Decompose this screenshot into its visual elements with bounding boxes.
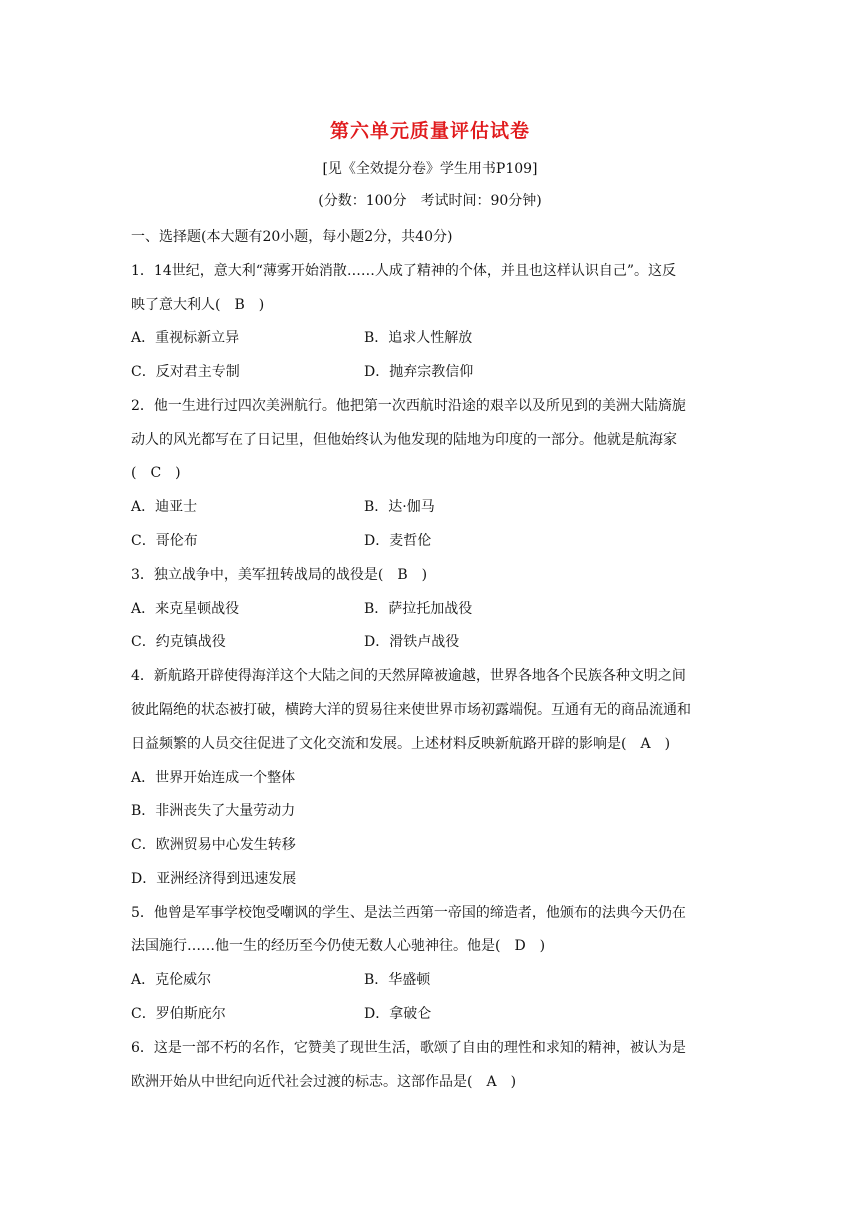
question-stem-line: 动人的风光都写在了日记里，但他始终认为他发现的陆地为印度的一部分。他就是航海家 (131, 432, 677, 448)
question-stem-line: 彼此隔绝的状态被打破，横跨大洋的贸易往来使世界市场初露端倪。互通有无的商品流通和 (131, 702, 691, 718)
option-a: A．克伦威尔 (131, 972, 212, 988)
book-reference: [见《全效提分卷》学生用书P109] (322, 161, 538, 177)
option-c: C．欧洲贸易中心发生转移 (131, 837, 296, 853)
option-c: C．哥伦布 (131, 533, 198, 549)
option-b: B．萨拉托加战役 (364, 601, 473, 617)
question-stem-line: 法国施行……他一生的经历至今仍使无数人心驰神往。他是( D ) (131, 938, 546, 954)
option-d: D．亚洲经济得到迅速发展 (131, 871, 297, 887)
score-time-info: (分数：100分 考试时间：90分钟) (318, 193, 542, 209)
option-d: D．麦哲伦 (364, 533, 432, 549)
option-c: C．反对君主专制 (131, 364, 240, 380)
section-heading: 一、选择题(本大题有20小题，每小题2分，共40分) (131, 229, 453, 245)
question-stem-line: 欧洲开始从中世纪向近代社会过渡的标志。这部作品是( A ) (131, 1074, 517, 1090)
question-stem-line: ( C ) (131, 465, 181, 481)
question-stem-line: 4．新航路开辟使得海洋这个大陆之间的天然屏障被逾越，世界各地各个民族各种文明之间 (131, 668, 686, 684)
option-a: A．来克星顿战役 (131, 601, 240, 617)
question-stem-line: 5．他曾是军事学校饱受嘲讽的学生、是法兰西第一帝国的缔造者，他颁布的法典今天仍在 (131, 905, 686, 921)
option-c: C．约克镇战役 (131, 634, 226, 650)
option-a: A．迪亚士 (131, 499, 198, 515)
page-title: 第六单元质量评估试卷 (329, 120, 530, 142)
option-b: B．追求人性解放 (364, 330, 473, 346)
question-stem-line: 日益频繁的人员交往促进了文化交流和发展。上述材料反映新航路开辟的影响是( A ) (131, 736, 671, 752)
option-c: C．罗伯斯庇尔 (131, 1006, 226, 1022)
option-d: D．拿破仑 (364, 1006, 432, 1022)
option-b: B．华盛顿 (364, 972, 431, 988)
question-stem-line: 3．独立战争中，美军扭转战局的战役是( B ) (131, 567, 428, 583)
question-stem-line: 2．他一生进行过四次美洲航行。他把第一次西航时沿途的艰辛以及所见到的美洲大陆旖旎 (131, 398, 686, 414)
option-a: A．重视标新立异 (131, 330, 240, 346)
option-b: B．达·伽马 (364, 499, 435, 515)
question-stem-line: 映了意大利人( B ) (131, 297, 265, 313)
option-d: D．抛弃宗教信仰 (364, 364, 474, 380)
option-a: A．世界开始连成一个整体 (131, 770, 296, 786)
question-stem-line: 1．14世纪，意大利“薄雾开始消散……人成了精神的个体，并且也这样认识自己”。这反 (131, 263, 677, 279)
option-b: B．非洲丧失了大量劳动力 (131, 803, 296, 819)
question-stem-line: 6．这是一部不朽的名作，它赞美了现世生活，歌颂了自由的理性和求知的精神，被认为是 (131, 1040, 686, 1056)
option-d: D．滑铁卢战役 (364, 634, 460, 650)
